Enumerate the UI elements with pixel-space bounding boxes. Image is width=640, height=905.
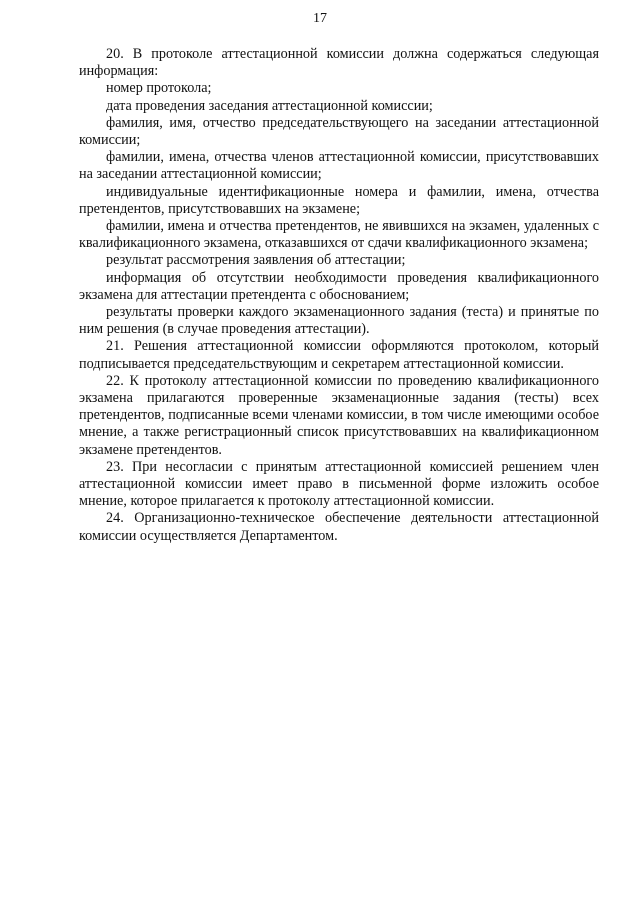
list-item-chairman-name: фамилия, имя, отчество председательствующего на заседании аттестационной комиссии; [79, 114, 599, 149]
document-body [79, 46, 599, 545]
paragraph-24: 24. Организационно-техническое обеспечение деятельности аттестационной комиссии осуществляется Департаментом. [79, 510, 599, 544]
list-item-members-names: фамилии, имена, отчества членов аттестационной комиссии, присутствовавших на заседании аттестационной комиссии; [79, 149, 599, 183]
list-item-meeting-date: дата проведения заседания аттестационной комиссии; [106, 97, 433, 114]
page-number: 17 [313, 11, 327, 26]
paragraph-21: 21. Решения аттестационной комиссии оформляются протоколом, который подписывается председательствующим и секретарем аттестационной комиссии. [79, 338, 599, 372]
list-item-task-results: результаты проверки каждого экзаменационного задания (теста) и принятые по ним решения (в случае проведения аттестации). [79, 304, 599, 338]
list-item-protocol-number: номер протокола; [106, 80, 212, 97]
paragraph-22: 22. К протоколу аттестационной комиссии по проведению квалификационного экзамена прилагаются проверенные экзаменационные задания (тесты) всех претендентов, подписанные всеми членами комиссии, в том числе имеющими особое мнение, а также регистрационный список присутствовавших на квалификационном экзамене претендентов. [79, 372, 599, 458]
paragraph-23: 23. При несогласии с принятым аттестационной комиссией решением член аттестационной комиссии имеет право в письменной форме изложить особое мнение, которое прилагается к протоколу аттестационной комиссии. [79, 458, 599, 510]
list-item-absent-applicants: фамилии, имена и отчества претендентов, не явившихся на экзамен, удаленных с квалификационного экзамена, отказавшихся от сдачи квалификационного экзамена; [79, 218, 599, 252]
list-item-exam-exemption: информация об отсутствии необходимости проведения квалификационного экзамена для аттестации претендента с обоснованием; [79, 269, 599, 303]
list-item-applicant-ids: индивидуальные идентификационные номера и фамилии, имена, отчества претендентов, присутствовавших на экзамене; [79, 183, 599, 217]
paragraph-20: 20. В протоколе аттестационной комиссии должна содержаться следующая информация: [79, 46, 599, 80]
list-item-application-result: результат рассмотрения заявления об аттестации; [106, 252, 406, 269]
